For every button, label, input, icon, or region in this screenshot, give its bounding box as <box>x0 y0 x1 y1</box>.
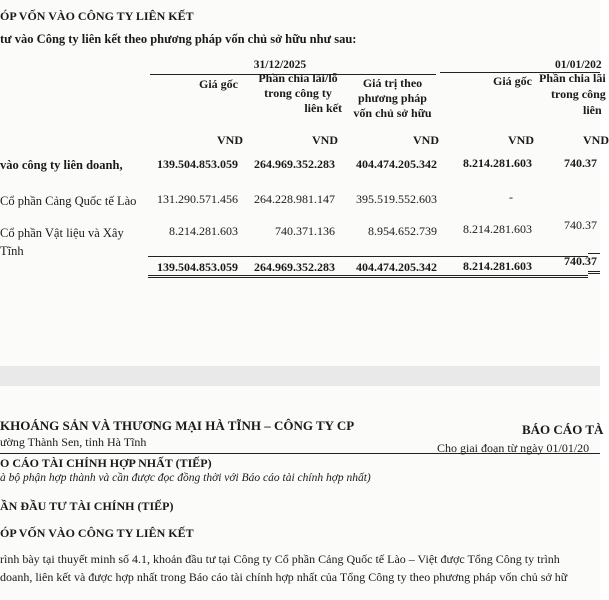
currency-label: VND <box>413 133 439 147</box>
section-heading: ẦN ĐẦU TƯ TÀI CHÍNH (TIẾP) <box>0 499 174 513</box>
notes-title: O CÁO TÀI CHÍNH HỢP NHẤT (TIẾP) <box>0 456 212 470</box>
column-header-profit-share: Phần chia lãi/lỗ trong công ty liên kết <box>258 71 342 115</box>
column-header-equity-value: Giá trị theo phương pháp vốn chủ sở hữu <box>353 76 432 120</box>
currency-label: VND <box>217 133 243 147</box>
paragraph-line: rình bày tại thuyết minh số 4.1, khoản đầu tư tại Công ty Cổ phần Cảng Quốc tế Lào – Việt được Tổng Công ty trình <box>0 552 560 566</box>
column-header-cost: Giá gốc <box>199 77 238 91</box>
section-title: ÓP VỐN VÀO CÔNG TY LIÊN KẾT <box>0 526 194 540</box>
period-current: 31/12/2025 <box>253 59 307 71</box>
section-title: ÓP VỐN VÀO CÔNG TY LIÊN KẾT <box>0 9 194 23</box>
total-rule-double <box>148 275 588 276</box>
row-label: vào công ty liên doanh, <box>0 158 123 172</box>
total-cell: 139.504.853.059 <box>157 260 238 274</box>
table-cell: 8.214.281.603 <box>169 224 238 238</box>
company-address: ường Thành Sen, tỉnh Hà Tĩnh <box>0 435 147 449</box>
column-header-cost-prior: Giá gốc <box>493 74 532 88</box>
currency-label: VND <box>583 133 609 147</box>
currency-label: VND <box>508 133 534 147</box>
document-page-bottom <box>0 386 604 600</box>
table-cell: 8.214.281.603 <box>463 156 532 170</box>
table-cell: 740.371.136 <box>275 224 335 238</box>
total-cell: 404.474.205.342 <box>356 260 437 274</box>
row-label: Cổ phần Vật liệu và Xây <box>0 226 124 240</box>
header-rule <box>0 453 600 454</box>
table-cell: 8.214.281.603 <box>463 222 532 236</box>
company-name: KHOÁNG SẢN VÀ THƯƠNG MẠI HÀ TĨNH – CÔNG TY CP <box>0 418 355 433</box>
row-label-continued: Tĩnh <box>0 244 24 258</box>
notes-subtitle: à bộ phận hợp thành và cần được đọc đồng thời với Báo cáo tài chính hợp nhất) <box>0 472 371 484</box>
total-rule-double <box>148 277 588 278</box>
table-cell: 740.37 <box>564 156 597 170</box>
table-cell: - <box>509 190 513 204</box>
table-cell: 264.228.981.147 <box>254 192 335 206</box>
table-cell: 404.474.205.342 <box>356 157 437 171</box>
total-rule-double <box>588 273 600 274</box>
table-cell: 131.290.571.456 <box>157 192 238 206</box>
column-header-profit-share-prior: Phần chia lãi trong công liên <box>539 71 606 117</box>
total-cell: 8.214.281.603 <box>463 259 532 273</box>
intro-text: tư vào Công ty liên kết theo phương pháp vốn chủ sở hữu như sau: <box>0 32 357 46</box>
total-cell: 740.37 <box>564 254 597 268</box>
total-rule-top <box>148 256 588 257</box>
table-cell: 264.969.352.283 <box>254 157 335 171</box>
total-cell: 264.969.352.283 <box>254 260 335 274</box>
report-title: BÁO CÁO TÀ <box>522 422 604 437</box>
page-separator <box>0 366 600 386</box>
table-cell: 395.519.552.603 <box>356 192 437 206</box>
report-period: Cho giai đoạn từ ngày 01/01/20 <box>437 441 590 455</box>
table-cell: 8.954.652.739 <box>368 224 437 238</box>
total-rule-double <box>588 271 600 272</box>
row-label: Cổ phần Cảng Quốc tế Lào <box>0 194 137 208</box>
paragraph-line: doanh, liên kết và được hợp nhất trong Báo cáo tài chính hợp nhất của Tổng Công ty theo phương pháp vốn chủ sở hữ <box>0 570 568 584</box>
table-cell: 740.37 <box>564 218 597 232</box>
currency-label: VND <box>312 133 338 147</box>
period-prior: 01/01/202 <box>555 59 602 71</box>
table-cell: 139.504.853.059 <box>157 157 238 171</box>
